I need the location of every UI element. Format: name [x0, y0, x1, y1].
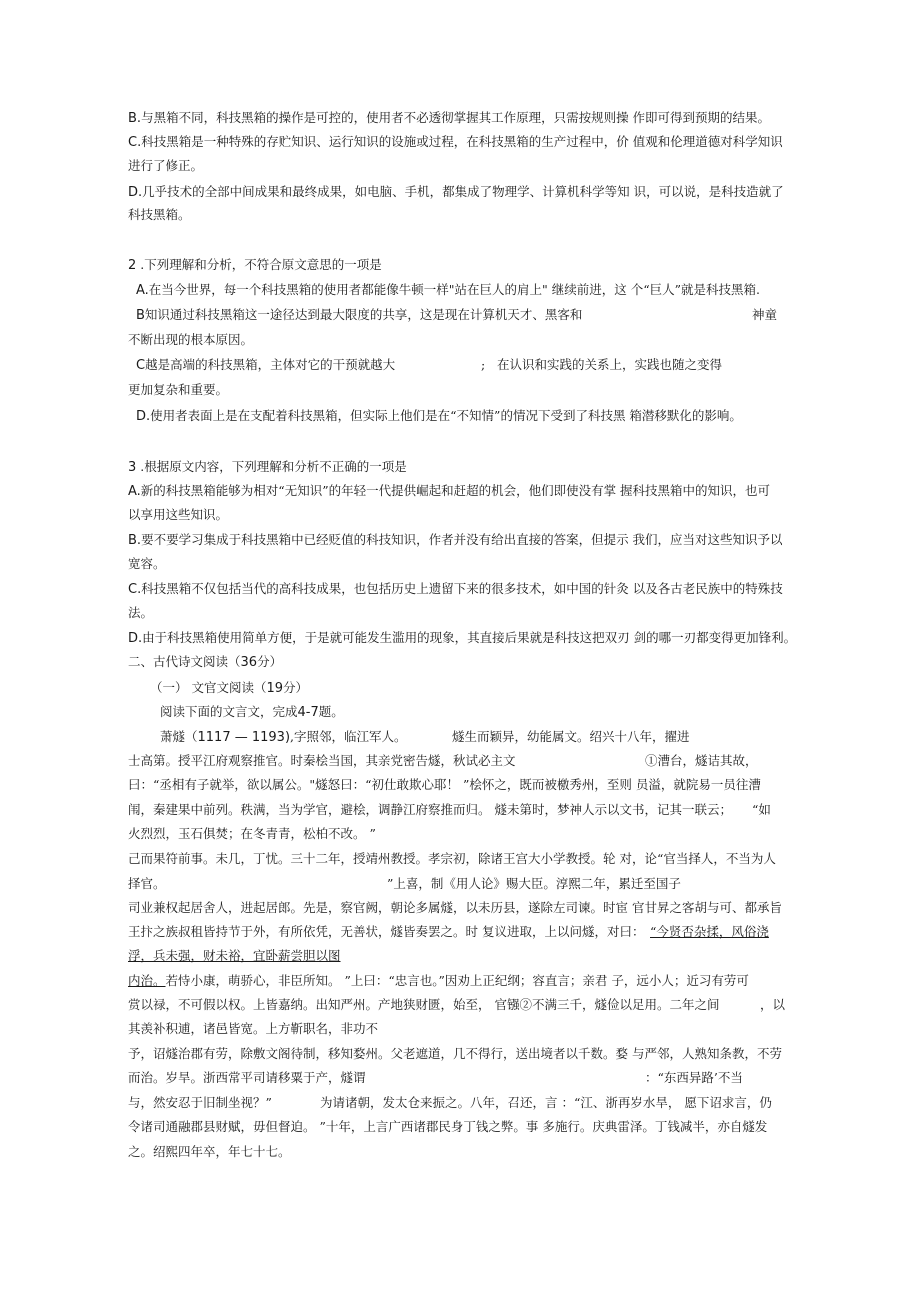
passage-line: 令诸司通融郡县财赋，毋但督迫。 ”十年，上言广西诸郡民身丁钱之弊。事 多施行。庆典雷泽。丁钱减半，亦自燧发: [128, 1119, 768, 1134]
passage-line: 司业兼权起居舍人，进起居郎。先是，察官阙，朝论多属燧，以未历县，遂除左司谏。时宦 官甘昇之客胡与可、都承旨: [128, 900, 782, 915]
reading-instruction: 阅读下面的文言文，完成4-7题。: [160, 704, 344, 720]
passage-line: 予，诏燧治郡有劳，除敷文阁待制，移知婺州。父老遮道，几不得行，送出境者以千数。婺 与严邻，人熟知条教，不劳: [128, 1046, 782, 1061]
q3-option-a: A.新的科技黑箱能够为相对“无知识”的年轻一代提供崛起和赶超的机会，他们即使没有掌 握科技黑箱中的知识，也可: [128, 483, 771, 499]
q2-option-b-cont: 不断出现的根本原因。: [128, 332, 254, 347]
passage-line: 萧燧（1117 — 1193),字照邻，临江军人。: [160, 729, 407, 745]
q2-option-c-cont: 更加复杂和重要。: [128, 382, 229, 397]
q2-option-c: C越是高端的科技黑箱，主体对它的干预就越大: [136, 357, 396, 373]
q2-stem: 2 .下列理解和分析，不符合原文意思的一项是: [128, 257, 382, 273]
passage-line: ”上喜，制《用人论》赐大臣。淳熙二年，累迁至国子: [387, 876, 681, 891]
passage-line: 士高第。授平江府观察推官。时秦桧当国，其亲党密告燧，秋试必主文: [128, 753, 516, 768]
passage-line: 火烈烈，玉石俱焚；在冬青青，松柏不改。 ”: [128, 826, 376, 841]
q2-option-c-tail: 在认识和实践的关系上，实践也随之变得: [497, 357, 723, 372]
passage-line: 而治。岁旱。浙西常平司请移粟于产，燧谓: [128, 1070, 366, 1085]
q2-option-b-tail: 神童: [752, 307, 778, 322]
q1-option-d: D.几乎技术的全部中间成果和最终成果，如电脑、手机，都集成了物理学、计算机科学等知 识，可以说，是科技造就了: [128, 184, 784, 200]
passage-line: 为请诸朝，发太仓来振之。八年，召还，言 ：“江、浙再岁水旱， 愿下诏求言，仍: [320, 1095, 772, 1110]
q2-option-c-semicolon: ;: [481, 357, 486, 372]
q3-option-a-cont: 以享用这些知识。: [128, 507, 229, 522]
passage-line-underlined: 浮，兵未强，财未裕，宜卧薪尝胆以图: [128, 948, 341, 963]
q3-stem: 3 .根据原文内容，下列理解和分析不正确的一项是: [128, 459, 407, 475]
passage-line: “如: [752, 802, 771, 817]
passage-line: 王抃之族叔租皆持节于外，有所依凭，无善状，燧皆奏罢之。时 复议进取，上以问燧，对曰：: [128, 924, 645, 939]
q1-option-d-cont: 科技黑箱。: [128, 207, 191, 222]
q2-option-d: D.使用者表面上是在支配着科技黑箱，但实际上他们是在“不知情”的情况下受到了科技黑 箱潜移默化的影响。: [136, 408, 742, 424]
passage-line: 其羡补积逋，诸邑皆宽。上方靳职名，非功不: [128, 1021, 379, 1036]
subsection-heading: （一） 文官文阅读（19分）: [150, 680, 309, 696]
q3-option-d: D.由于科技黑箱使用简单方便，于是就可能发生滥用的现象，其直接后果就是科技这把双刃 剑的哪一刃都变得更加锋利。: [128, 630, 797, 646]
q1-option-c-cont: 进行了修正。: [128, 158, 204, 173]
passage-line-underlined: “今贤否杂揉，风俗浇: [650, 924, 769, 939]
passage-line: ①漕台，燧诘其故，: [645, 753, 758, 768]
q3-option-c-cont: 法。: [128, 605, 154, 620]
q3-option-b-cont: 宽容。: [128, 556, 166, 571]
q1-option-b: B.与黑箱不同，科技黑箱的操作是可控的，使用者不必透彻掌握其工作原理，只需按规则操 作即可得到预期的结果。: [128, 110, 771, 126]
passage-line: 己而果符前事。未几，丁忧。三十二年，授靖州教授。孝宗初，除诸王宫大小学教授。轮 对，论“官当择人，不当为人: [128, 851, 776, 866]
passage-line: 内治。若恃小康，萌骄心，非臣所知。 ”上曰：“忠言也。”因劝上正纪纲；容直言；亲君 子，远小人；近习有劳可: [128, 973, 749, 988]
q2-number: 2: [128, 258, 137, 273]
passage-line: 赏以禄，不可假以权。上皆嘉纳。出知严州。产地狭财匮，始至， 官镪②不满三千，燧俭以足用。二年之间: [128, 997, 720, 1012]
passage-line: 之。绍熙四年卒，年七十七。: [128, 1144, 291, 1159]
passage-line: 择官。: [128, 876, 166, 891]
q2-option-a: A.在当今世界，每一个科技黑箱的使用者都能像牛顿一样"站在巨人的肩上" 继续前进，这 个“巨人”就是科技黑箱.: [136, 282, 760, 298]
passage-line: 曰：“丞相有子就举，欲以属公。"燧怒曰：“初仕敢欺心耶！ ”桧怀之，既而被檄秀州，至则 员溢，就院易一员往漕: [128, 777, 761, 792]
passage-line: ，以: [760, 997, 786, 1012]
q3-number: 3: [128, 460, 137, 475]
q3-option-c: C.科技黑箱不仅包括当代的高科技成果，也包括历史上遗留下来的很多技术，如中国的针灸 以及各古老民族中的特殊技: [128, 581, 783, 597]
passage-line: 燧生而颖异，幼能属文。绍兴十八年，擢进: [452, 729, 690, 744]
q3-option-b: B.要不要学习集成于科技黑箱中已经贬值的科技知识，作者并没有给出直接的答案，但提示 我们，应当对这些知识予以: [128, 532, 783, 548]
passage-line: ：“东西异路’不当: [645, 1070, 743, 1085]
q1-option-c: C.科技黑箱是一种特殊的存贮知识、运行知识的设施或过程，在科技黑箱的生产过程中，价 值观和伦理道德对科学知识: [128, 134, 783, 150]
passage-line: 与，然安忍于旧制坐视？”: [128, 1095, 272, 1110]
passage-line: 闱，秦建果中前列。秩满，当为学官，避桧，调静江府察推而归。 燧未第时，梦神人示以文书，记其一联云；: [128, 802, 732, 817]
q2-option-b: B知识通过科技黑箱这一途径达到最大限度的共享，这是现在计算机天才、黑客和: [136, 307, 583, 323]
section-heading: 二、古代诗文阅读（36分）: [128, 654, 283, 670]
